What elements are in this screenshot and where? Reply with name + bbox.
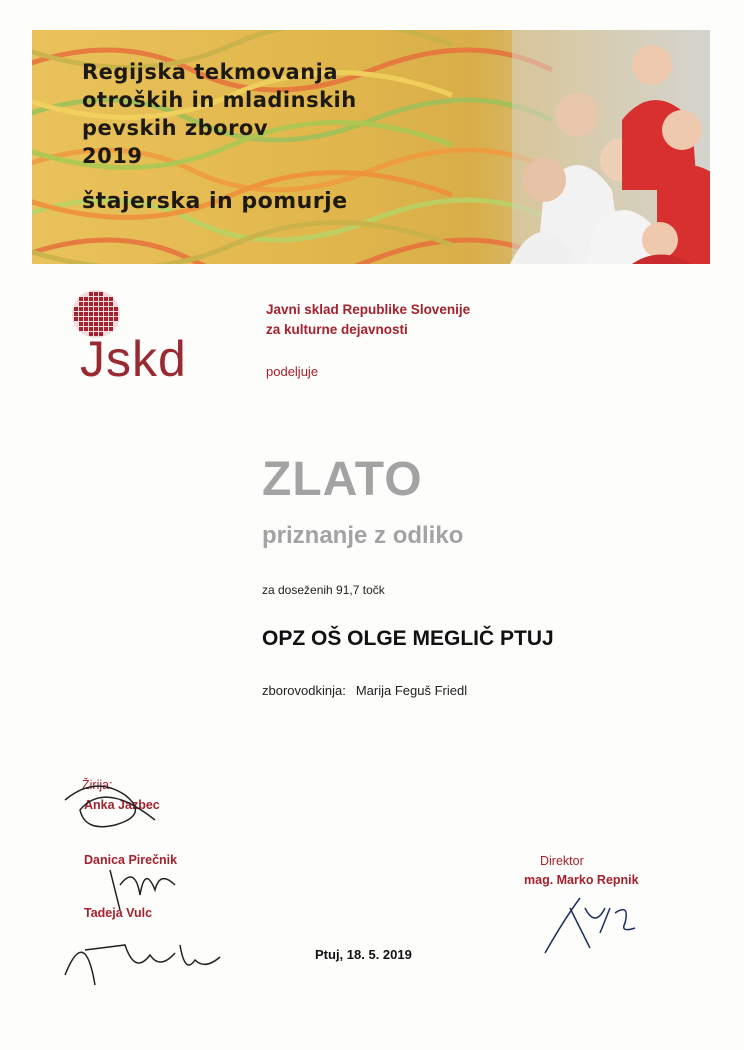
award-title: ZLATO: [262, 453, 423, 506]
organization-line-2: za kulturne dejavnosti: [266, 322, 408, 337]
jury-member-2: Danica Pirečnik: [84, 853, 178, 867]
choir-leader: [262, 683, 467, 698]
awards-verb: podeljuje: [266, 364, 319, 379]
organization-line-1: Javni sklad Republike Slovenije: [266, 302, 471, 317]
banner-region: štajerska in pomurje: [82, 189, 348, 214]
organization-name: [266, 300, 470, 340]
children-choir-photo: [510, 30, 710, 264]
recipient-choir: OPZ OŠ OLGE MEGLIČ PTUJ: [262, 627, 554, 650]
banner-line-2: otroških in mladinskih: [82, 88, 357, 112]
signature-jury-1: [55, 770, 165, 840]
banner-line-1: Regijska tekmovanja: [82, 60, 339, 84]
logo-wordmark: Jskd: [80, 331, 187, 387]
signature-director: [535, 888, 645, 958]
signature-jury-2: [90, 850, 200, 920]
award-subtitle: priznanje z odliko: [262, 522, 464, 549]
header-banner: [32, 30, 710, 264]
banner-line-4: 2019: [82, 144, 143, 168]
jury-label: Žirija:: [82, 778, 113, 792]
signature-jury-3: [55, 915, 235, 995]
leader-label: zborovodkinja:: [262, 683, 346, 698]
leader-name: Marija Feguš Friedl: [355, 683, 468, 698]
director-label: Direktor: [540, 854, 584, 868]
jury-member-3: Tadeja Vulc: [84, 906, 153, 920]
jury-member-1: Anka Jazbec: [84, 798, 160, 812]
place-and-date: Ptuj, 18. 5. 2019: [315, 947, 412, 962]
banner-title: [82, 58, 357, 216]
score-text: za doseženih 91,7 točk: [262, 583, 385, 597]
banner-line-3: pevskih zborov: [82, 116, 269, 140]
director-name: mag. Marko Repnik: [524, 873, 639, 887]
